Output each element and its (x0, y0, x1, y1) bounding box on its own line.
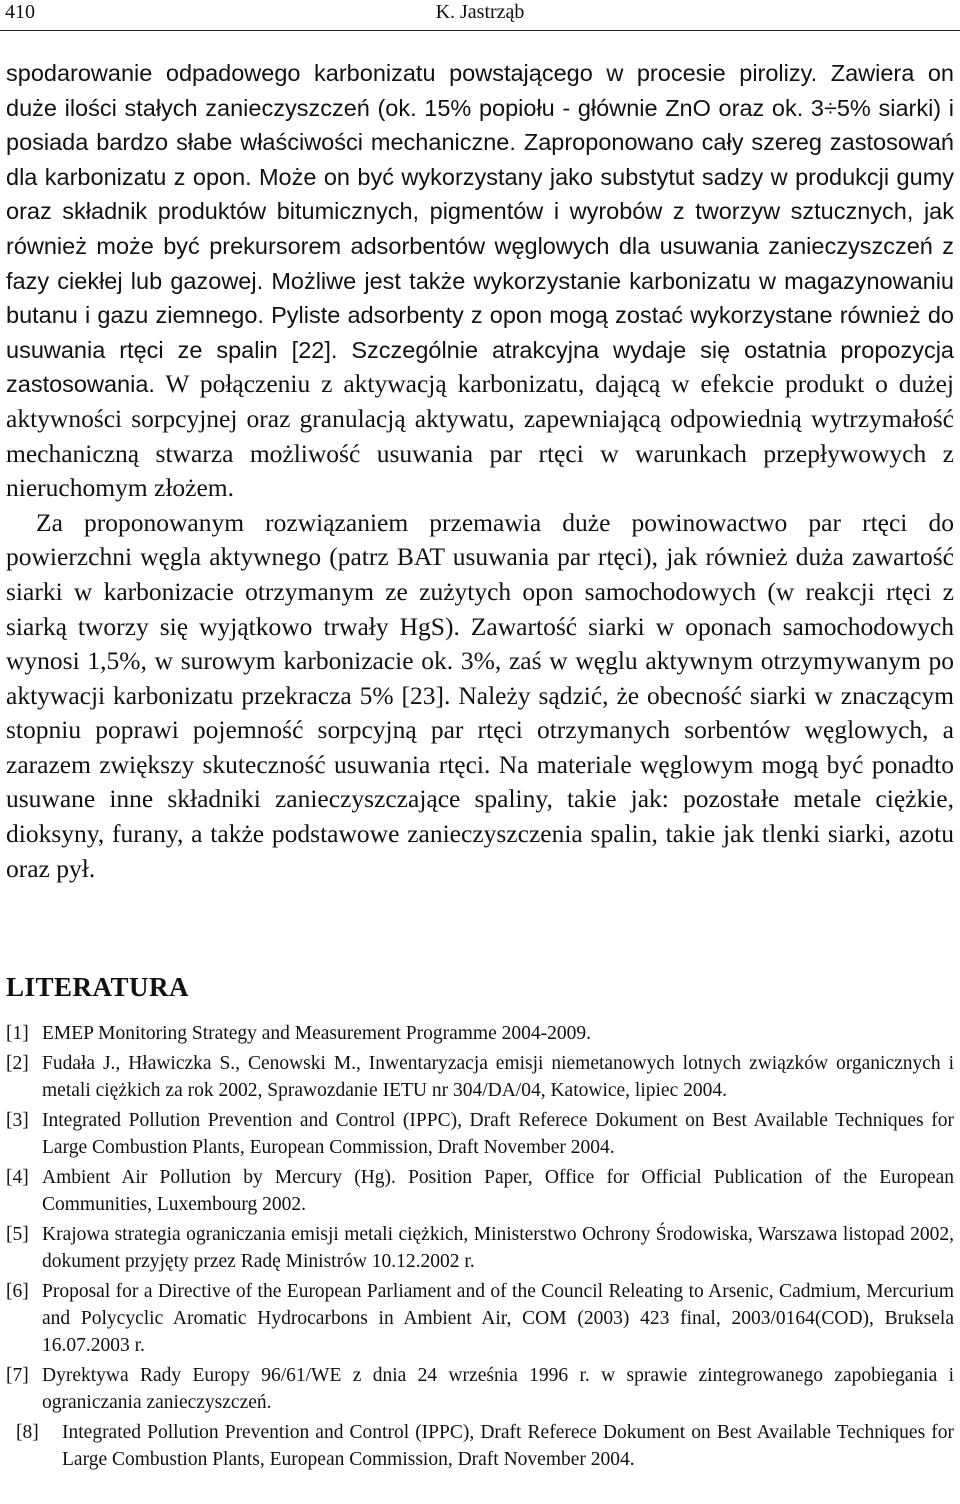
reference-number: [3] (6, 1110, 29, 1131)
paragraph-2: Za proponowanym rozwiązaniem przemawia duże powinowactwo par rtęci do powierzchni węgla aktywnego (patrz BAT usuwania par rtęci), jak również duża zawartość siarki w karbonizacie otrzymanym ze zużytych opon samochodowych (w reakcji rtęci z siarką tworzy się wyjątkowo trwały HgS). Zawartość siarki w oponach samochodowych wynosi 1,5%, w surowym karbonizacie ok. 3%, zaś w węglu aktywnym otrzymywanym po aktywacji karbonizatu przekracza 5% [23]. Należy sądzić, że obecność siarki w znaczącym stopniu poprawi pojemność sorpcyjną par rtęci otrzymanych sorbentów węglowych, a zarazem zwiększy skuteczność usuwania rtęci. Na materiale węglowym mogą być ponadto usuwane inne składniki zanieczyszczające spaliny, takie jak: pozostałe metale ciężkie, dioksyny, furany, a także podstawowe zanieczyszczenia spalin, takie jak tlenki siarki, azotu oraz pył. (6, 507, 954, 883)
reference-text: Ambient Air Pollution by Mercury (Hg). Position Paper, Office for Official Publication of the European Communities, Luxembourg 2002. (42, 1167, 954, 1215)
reference-item (16, 1419, 954, 1473)
reference-number: [2] (6, 1053, 29, 1074)
page-number: 410 (5, 1, 35, 23)
reference-number: [7] (6, 1365, 29, 1386)
paragraph-1-part-b: Może on być wykorzystany jako substytut sadzy w produkcji gumy oraz składnik produktów bitumicznych, pigmentów i wyrobów z tworzyw sztucznych, jak również może być prekursorem adsorbentów węglowych dla usuwania zanieczyszczeń z fazy ciekłej lub gazowej. Możliwe jest także wykorzystanie karbonizatu w magazynowaniu butanu i gazu ziemnego. Pyliste adsorbenty z opon mogą zostać wykorzystane również do usuwania rtęci ze spalin [22]. Szczególnie atrakcyjna wydaje się ostatnia propozycja zastosowania. (6, 163, 955, 398)
reference-number: [5] (6, 1224, 29, 1245)
reference-item (6, 1362, 954, 1416)
paragraph-1-part-c: W połączeniu z aktywacją karbonizatu, dającą w efekcie produkt o dużej aktywności sorpcyjnej oraz granulacją aktywatu, zapewniającą odpowiednią wytrzymałość mechaniczną stwarza możliwość usuwania par rtęci w warunkach przepływowych z nieruchomym złożem. (6, 369, 954, 503)
page-header (0, 0, 960, 31)
reference-number: [4] (6, 1167, 29, 1188)
reference-text: Integrated Pollution Prevention and Control (IPPC), Draft Referece Dokument on Best Available Techniques for Large Combustion Plants, European Commission, Draft November 2004. (62, 1422, 954, 1470)
paragraph-1 (6, 56, 954, 506)
reference-text: Proposal for a Directive of the European Parliament and of the Council Releating to Arsenic, Cadmium, Mercurium and Polycyclic Aromatic Hydrocarbons in Ambient Air, COM (2003) 423 final, 2003/0164(COD), Bruksela 16.07.2003 r. (42, 1281, 954, 1356)
reference-item (6, 1050, 954, 1104)
reference-number: [1] (6, 1023, 29, 1044)
running-head: K. Jastrząb (435, 1, 525, 23)
reference-item (6, 1107, 954, 1161)
reference-text: EMEP Monitoring Strategy and Measurement Programme 2004-2009. (42, 1023, 591, 1044)
reference-text: Integrated Pollution Prevention and Control (IPPC), Draft Referece Dokument on Best Available Techniques for Large Combustion Plants, European Commission, Draft November 2004. (42, 1110, 954, 1158)
reference-number: [8] (16, 1422, 39, 1443)
paragraph-1-part-a: spodarowanie odpadowego karbonizatu powstającego w procesie pirolizy. Zawiera on duże ilości stałych zanieczyszczeń (ok. 15% popiołu - głównie ZnO oraz ok. 3÷5% siarki) i posiada bardzo słabe właściwości mechaniczne. Zaproponowano cały szereg zastosowań dla karbonizatu z opon. (6, 60, 954, 190)
reference-number: [6] (6, 1281, 29, 1302)
reference-list (6, 1020, 954, 1476)
reference-text: Krajowa strategia ograniczania emisji metali ciężkich, Ministerstwo Ochrony Środowiska, Warszawa listopad 2002, dokument przyjęty przez Radę Ministrów 10.12.2002 r. (42, 1224, 954, 1272)
reference-item (6, 1020, 954, 1047)
reference-text: Fudała J., Hławiczka S., Cenowski M., Inwentaryzacja emisji niemetanowych lotnych związków organicznych i metali ciężkich za rok 2002, Sprawozdanie IETU nr 304/DA/04, Katowice, lipiec 2004. (42, 1053, 954, 1101)
literature-heading: LITERATURA (6, 972, 190, 1002)
reference-item (6, 1278, 954, 1359)
reference-text: Dyrektywa Rady Europy 96/61/WE z dnia 24 września 1996 r. w sprawie zintegrowanego zapobiegania i ograniczania zanieczyszczeń. (42, 1365, 954, 1413)
body-text (6, 56, 954, 886)
reference-item (6, 1221, 954, 1275)
reference-item (6, 1164, 954, 1218)
